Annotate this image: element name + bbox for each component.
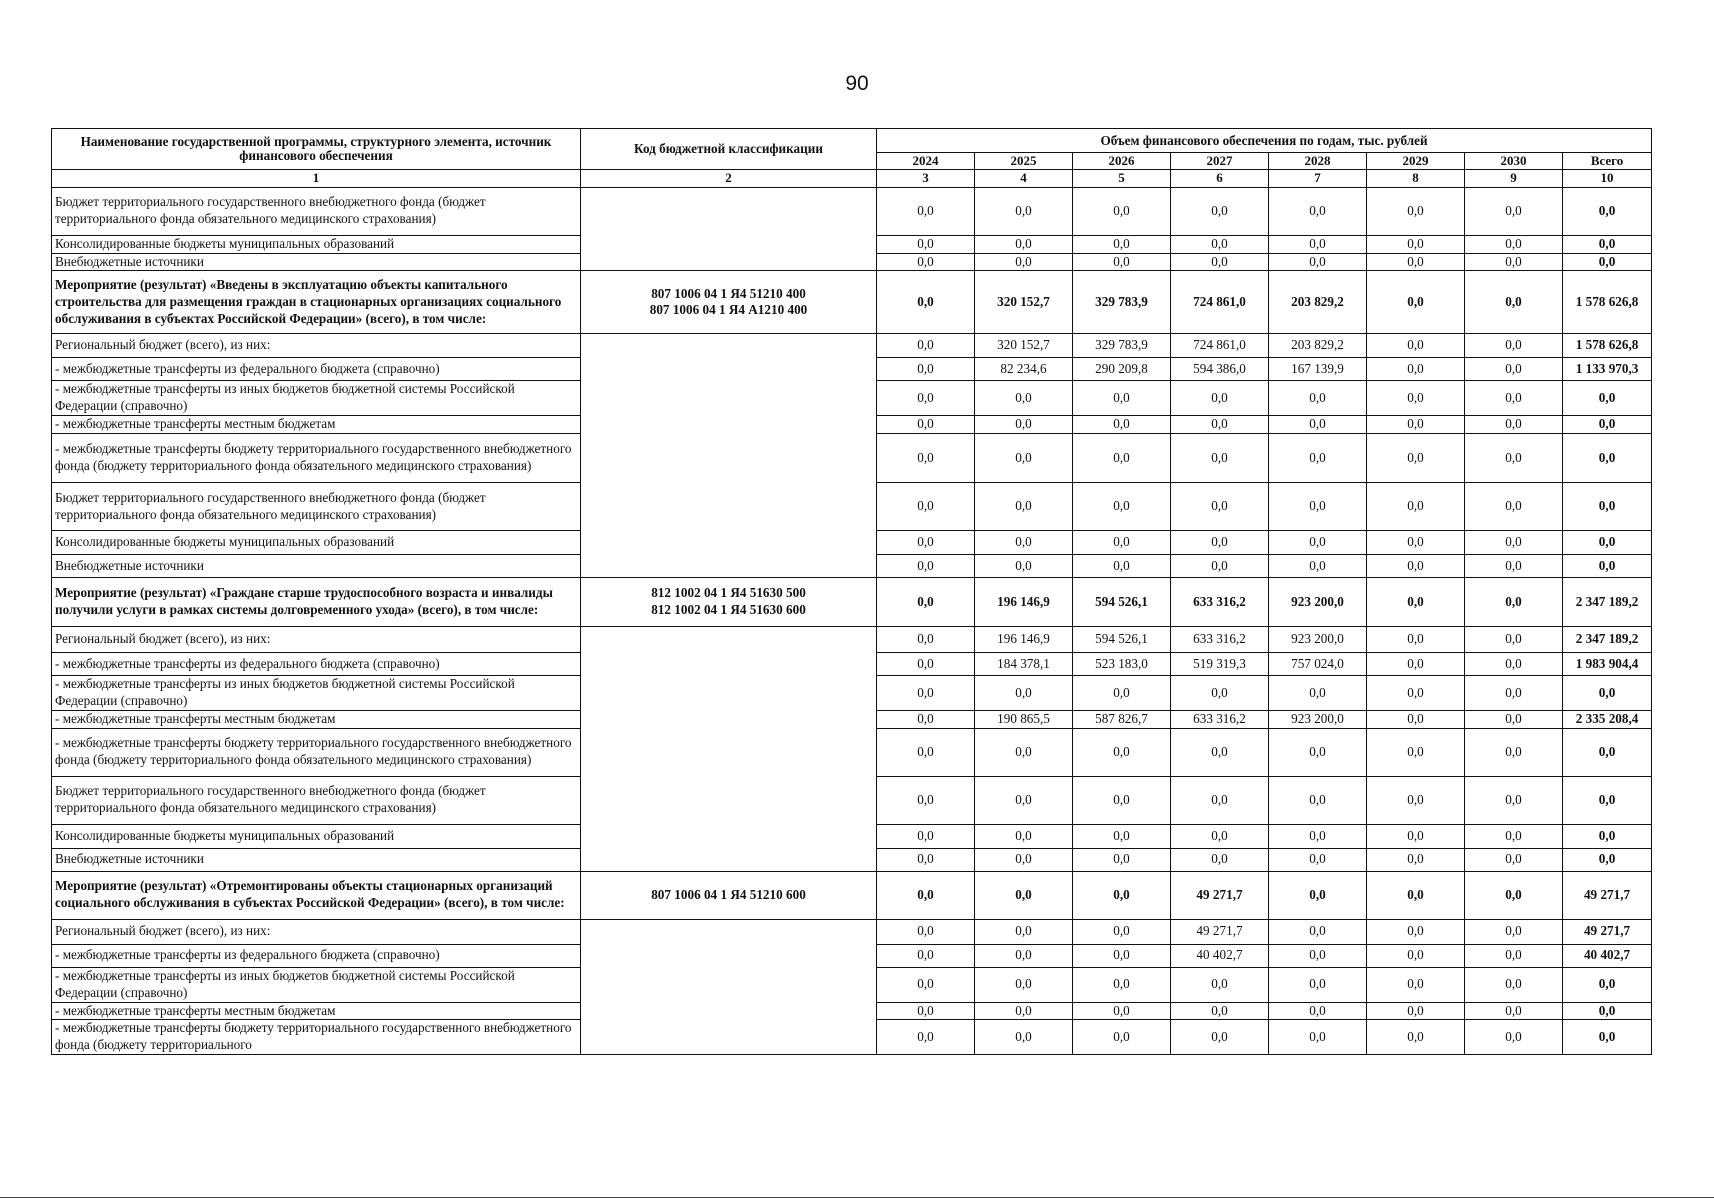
value-cell: 0,0 bbox=[1269, 944, 1367, 967]
value-cell: 0,0 bbox=[1269, 776, 1367, 824]
value-cell: 0,0 bbox=[1465, 358, 1563, 381]
value-cell: 0,0 bbox=[877, 416, 975, 434]
value-cell: 0,0 bbox=[1171, 1002, 1269, 1020]
row-name: Мероприятие (результат) «Отремонтированы объекты стационарных организаций социального обслуживания в субъектах Российской Федерации» (всего), в том числе: bbox=[52, 871, 581, 919]
budget-code: 812 1002 04 1 Я4 51630 500 812 1002 04 1 Я4 51630 600 bbox=[581, 578, 877, 627]
header-year: 2026 bbox=[1073, 153, 1171, 170]
total-cell: 0,0 bbox=[1563, 848, 1652, 871]
header-total: Всего bbox=[1563, 153, 1652, 170]
value-cell: 0,0 bbox=[1465, 824, 1563, 848]
value-cell: 0,0 bbox=[1269, 728, 1367, 776]
value-cell: 0,0 bbox=[1465, 434, 1563, 483]
value-cell: 0,0 bbox=[1269, 531, 1367, 555]
value-cell: 0,0 bbox=[975, 776, 1073, 824]
value-cell: 0,0 bbox=[1073, 555, 1171, 578]
value-cell: 0,0 bbox=[1269, 967, 1367, 1002]
value-cell: 0,0 bbox=[1269, 871, 1367, 919]
value-cell: 594 526,1 bbox=[1073, 578, 1171, 627]
value-cell: 190 865,5 bbox=[975, 710, 1073, 728]
value-cell: 0,0 bbox=[877, 483, 975, 531]
total-cell: 0,0 bbox=[1563, 531, 1652, 555]
total-cell: 0,0 bbox=[1563, 728, 1652, 776]
value-cell: 523 183,0 bbox=[1073, 653, 1171, 676]
total-cell: 0,0 bbox=[1563, 776, 1652, 824]
value-cell: 0,0 bbox=[877, 776, 975, 824]
total-cell: 0,0 bbox=[1563, 1020, 1652, 1055]
value-cell: 0,0 bbox=[1465, 653, 1563, 676]
budget-code bbox=[581, 627, 877, 872]
value-cell: 0,0 bbox=[975, 187, 1073, 235]
value-cell: 0,0 bbox=[975, 1020, 1073, 1055]
total-cell: 0,0 bbox=[1563, 434, 1652, 483]
header-year: 2024 bbox=[877, 153, 975, 170]
value-cell: 0,0 bbox=[1367, 531, 1465, 555]
total-cell: 2 335 208,4 bbox=[1563, 710, 1652, 728]
value-cell: 0,0 bbox=[1465, 871, 1563, 919]
value-cell: 0,0 bbox=[1465, 944, 1563, 967]
value-cell: 0,0 bbox=[1269, 253, 1367, 271]
row-name: Бюджет территориального государственного внебюджетного фонда (бюджет территориального фонда обязательного медицинского страхования) bbox=[52, 776, 581, 824]
row-name: Бюджет территориального государственного внебюджетного фонда (бюджет территориального фонда обязательного медицинского страхования) bbox=[52, 187, 581, 235]
value-cell: 0,0 bbox=[1367, 944, 1465, 967]
value-cell: 0,0 bbox=[975, 944, 1073, 967]
column-number: 10 bbox=[1563, 170, 1652, 188]
value-cell: 0,0 bbox=[1073, 1002, 1171, 1020]
value-cell: 0,0 bbox=[1367, 1020, 1465, 1055]
row-name: Консолидированные бюджеты муниципальных образований bbox=[52, 531, 581, 555]
header-year: 2030 bbox=[1465, 153, 1563, 170]
header-year: 2025 bbox=[975, 153, 1073, 170]
value-cell: 0,0 bbox=[975, 483, 1073, 531]
value-cell: 0,0 bbox=[975, 434, 1073, 483]
row-name: - межбюджетные трансферты бюджету территориального государственного внебюджетного фонда (бюджету территориального bbox=[52, 1020, 581, 1055]
value-cell: 0,0 bbox=[1367, 653, 1465, 676]
value-cell: 0,0 bbox=[1465, 416, 1563, 434]
value-cell: 0,0 bbox=[975, 824, 1073, 848]
value-cell: 0,0 bbox=[975, 555, 1073, 578]
activity-row bbox=[52, 578, 1652, 627]
value-cell: 0,0 bbox=[877, 919, 975, 944]
value-cell: 0,0 bbox=[877, 627, 975, 653]
value-cell: 0,0 bbox=[1465, 676, 1563, 711]
total-cell: 0,0 bbox=[1563, 381, 1652, 416]
value-cell: 0,0 bbox=[877, 676, 975, 711]
value-cell: 587 826,7 bbox=[1073, 710, 1171, 728]
activity-row bbox=[52, 271, 1652, 334]
total-cell: 0,0 bbox=[1563, 483, 1652, 531]
column-number: 5 bbox=[1073, 170, 1171, 188]
value-cell: 0,0 bbox=[1171, 235, 1269, 253]
value-cell: 0,0 bbox=[1367, 483, 1465, 531]
total-cell: 1 578 626,8 bbox=[1563, 271, 1652, 334]
row-name: - межбюджетные трансферты из федерального бюджета (справочно) bbox=[52, 653, 581, 676]
value-cell: 0,0 bbox=[1367, 253, 1465, 271]
value-cell: 0,0 bbox=[1171, 555, 1269, 578]
value-cell: 0,0 bbox=[1171, 824, 1269, 848]
row-name: Консолидированные бюджеты муниципальных образований bbox=[52, 824, 581, 848]
value-cell: 0,0 bbox=[1269, 1002, 1367, 1020]
value-cell: 0,0 bbox=[1367, 627, 1465, 653]
value-cell: 0,0 bbox=[1171, 434, 1269, 483]
value-cell: 0,0 bbox=[1073, 944, 1171, 967]
value-cell: 0,0 bbox=[975, 967, 1073, 1002]
value-cell: 0,0 bbox=[1073, 967, 1171, 1002]
value-cell: 0,0 bbox=[1269, 483, 1367, 531]
value-cell: 0,0 bbox=[877, 871, 975, 919]
value-cell: 0,0 bbox=[1367, 555, 1465, 578]
value-cell: 0,0 bbox=[1367, 578, 1465, 627]
value-cell: 0,0 bbox=[1073, 381, 1171, 416]
total-cell: 2 347 189,2 bbox=[1563, 578, 1652, 627]
value-cell: 0,0 bbox=[1171, 676, 1269, 711]
value-cell: 0,0 bbox=[877, 967, 975, 1002]
value-cell: 0,0 bbox=[975, 416, 1073, 434]
total-cell: 1 983 904,4 bbox=[1563, 653, 1652, 676]
value-cell: 0,0 bbox=[1465, 531, 1563, 555]
value-cell: 0,0 bbox=[877, 555, 975, 578]
value-cell: 0,0 bbox=[1269, 381, 1367, 416]
value-cell: 290 209,8 bbox=[1073, 358, 1171, 381]
row-name: - межбюджетные трансферты из иных бюджетов бюджетной системы Российской Федерации (справочно) bbox=[52, 381, 581, 416]
row-name: - межбюджетные трансферты местным бюджетам bbox=[52, 416, 581, 434]
value-cell: 320 152,7 bbox=[975, 334, 1073, 358]
value-cell: 0,0 bbox=[1073, 483, 1171, 531]
value-cell: 724 861,0 bbox=[1171, 334, 1269, 358]
value-cell: 167 139,9 bbox=[1269, 358, 1367, 381]
total-cell: 0,0 bbox=[1563, 416, 1652, 434]
row-name: Региональный бюджет (всего), из них: bbox=[52, 334, 581, 358]
total-cell: 0,0 bbox=[1563, 187, 1652, 235]
value-cell: 0,0 bbox=[877, 944, 975, 967]
value-cell: 203 829,2 bbox=[1269, 271, 1367, 334]
value-cell: 0,0 bbox=[877, 271, 975, 334]
value-cell: 0,0 bbox=[1269, 416, 1367, 434]
value-cell: 49 271,7 bbox=[1171, 919, 1269, 944]
value-cell: 0,0 bbox=[1269, 824, 1367, 848]
value-cell: 0,0 bbox=[1367, 334, 1465, 358]
row-name: - межбюджетные трансферты из федерального бюджета (справочно) bbox=[52, 944, 581, 967]
value-cell: 0,0 bbox=[1269, 434, 1367, 483]
budget-code bbox=[581, 187, 877, 271]
value-cell: 0,0 bbox=[1465, 483, 1563, 531]
value-cell: 0,0 bbox=[877, 358, 975, 381]
budget-code: 807 1006 04 1 Я4 51210 600 bbox=[581, 871, 877, 919]
total-cell: 0,0 bbox=[1563, 676, 1652, 711]
value-cell: 0,0 bbox=[1465, 967, 1563, 1002]
budget-code bbox=[581, 919, 877, 1054]
value-cell: 0,0 bbox=[1465, 776, 1563, 824]
value-cell: 0,0 bbox=[1465, 919, 1563, 944]
value-cell: 0,0 bbox=[1465, 381, 1563, 416]
total-cell: 2 347 189,2 bbox=[1563, 627, 1652, 653]
value-cell: 0,0 bbox=[1465, 1020, 1563, 1055]
value-cell: 0,0 bbox=[1171, 1020, 1269, 1055]
row-name: - межбюджетные трансферты из иных бюджетов бюджетной системы Российской Федерации (справочно) bbox=[52, 967, 581, 1002]
row-name: Региональный бюджет (всего), из них: bbox=[52, 919, 581, 944]
header-code-column: Код бюджетной классификации bbox=[581, 129, 877, 170]
value-cell: 0,0 bbox=[1367, 824, 1465, 848]
value-cell: 923 200,0 bbox=[1269, 710, 1367, 728]
value-cell: 0,0 bbox=[1171, 776, 1269, 824]
budget-code bbox=[581, 334, 877, 578]
value-cell: 0,0 bbox=[877, 381, 975, 416]
value-cell: 0,0 bbox=[1465, 627, 1563, 653]
value-cell: 0,0 bbox=[975, 531, 1073, 555]
value-cell: 0,0 bbox=[1073, 253, 1171, 271]
value-cell: 0,0 bbox=[1465, 235, 1563, 253]
column-number: 6 bbox=[1171, 170, 1269, 188]
row-name: Региональный бюджет (всего), из них: bbox=[52, 627, 581, 653]
value-cell: 0,0 bbox=[1073, 187, 1171, 235]
value-cell: 0,0 bbox=[1367, 235, 1465, 253]
column-number: 2 bbox=[581, 170, 877, 188]
value-cell: 633 316,2 bbox=[1171, 710, 1269, 728]
value-cell: 0,0 bbox=[877, 1020, 975, 1055]
total-cell: 0,0 bbox=[1563, 1002, 1652, 1020]
value-cell: 633 316,2 bbox=[1171, 578, 1269, 627]
value-cell: 0,0 bbox=[877, 253, 975, 271]
value-cell: 0,0 bbox=[1367, 710, 1465, 728]
row-name: - межбюджетные трансферты бюджету территориального государственного внебюджетного фонда (бюджету территориального фонда обязательного медицинского страхования) bbox=[52, 434, 581, 483]
value-cell: 0,0 bbox=[877, 1002, 975, 1020]
table-row bbox=[52, 627, 1652, 653]
value-cell: 0,0 bbox=[1465, 848, 1563, 871]
table-body bbox=[52, 187, 1652, 1055]
value-cell: 757 024,0 bbox=[1269, 653, 1367, 676]
value-cell: 0,0 bbox=[1367, 871, 1465, 919]
value-cell: 0,0 bbox=[877, 824, 975, 848]
budget-code: 807 1006 04 1 Я4 51210 400 807 1006 04 1 Я4 А1210 400 bbox=[581, 271, 877, 334]
activity-row bbox=[52, 871, 1652, 919]
value-cell: 0,0 bbox=[975, 1002, 1073, 1020]
value-cell: 0,0 bbox=[975, 871, 1073, 919]
value-cell: 0,0 bbox=[1367, 967, 1465, 1002]
value-cell: 519 319,3 bbox=[1171, 653, 1269, 676]
total-cell: 49 271,7 bbox=[1563, 871, 1652, 919]
value-cell: 0,0 bbox=[975, 253, 1073, 271]
value-cell: 0,0 bbox=[1367, 434, 1465, 483]
value-cell: 0,0 bbox=[1269, 1020, 1367, 1055]
value-cell: 0,0 bbox=[1073, 824, 1171, 848]
value-cell: 0,0 bbox=[1367, 676, 1465, 711]
value-cell: 0,0 bbox=[1269, 187, 1367, 235]
value-cell: 0,0 bbox=[1171, 848, 1269, 871]
value-cell: 0,0 bbox=[1367, 728, 1465, 776]
value-cell: 0,0 bbox=[1073, 871, 1171, 919]
value-cell: 0,0 bbox=[1073, 728, 1171, 776]
total-cell: 49 271,7 bbox=[1563, 919, 1652, 944]
value-cell: 0,0 bbox=[1171, 967, 1269, 1002]
row-name: Консолидированные бюджеты муниципальных образований bbox=[52, 235, 581, 253]
footer-divider bbox=[0, 1197, 1714, 1198]
column-number: 7 bbox=[1269, 170, 1367, 188]
value-cell: 0,0 bbox=[877, 235, 975, 253]
total-cell: 0,0 bbox=[1563, 555, 1652, 578]
value-cell: 0,0 bbox=[1073, 531, 1171, 555]
value-cell: 0,0 bbox=[877, 434, 975, 483]
value-cell: 0,0 bbox=[877, 334, 975, 358]
row-name: - межбюджетные трансферты из федерального бюджета (справочно) bbox=[52, 358, 581, 381]
value-cell: 0,0 bbox=[877, 710, 975, 728]
total-cell: 0,0 bbox=[1563, 235, 1652, 253]
value-cell: 0,0 bbox=[1073, 434, 1171, 483]
value-cell: 0,0 bbox=[877, 531, 975, 555]
value-cell: 0,0 bbox=[1171, 483, 1269, 531]
value-cell: 0,0 bbox=[1269, 555, 1367, 578]
value-cell: 0,0 bbox=[975, 848, 1073, 871]
value-cell: 0,0 bbox=[1171, 253, 1269, 271]
value-cell: 329 783,9 bbox=[1073, 271, 1171, 334]
value-cell: 196 146,9 bbox=[975, 627, 1073, 653]
value-cell: 923 200,0 bbox=[1269, 627, 1367, 653]
row-name: - межбюджетные трансферты местным бюджетам bbox=[52, 1002, 581, 1020]
value-cell: 0,0 bbox=[877, 848, 975, 871]
total-cell: 0,0 bbox=[1563, 967, 1652, 1002]
value-cell: 0,0 bbox=[1073, 416, 1171, 434]
value-cell: 0,0 bbox=[1367, 381, 1465, 416]
value-cell: 0,0 bbox=[1465, 1002, 1563, 1020]
value-cell: 329 783,9 bbox=[1073, 334, 1171, 358]
header-year: 2027 bbox=[1171, 153, 1269, 170]
value-cell: 0,0 bbox=[1465, 728, 1563, 776]
total-cell: 1 578 626,8 bbox=[1563, 334, 1652, 358]
value-cell: 0,0 bbox=[1171, 531, 1269, 555]
budget-table bbox=[51, 128, 1652, 1055]
value-cell: 724 861,0 bbox=[1171, 271, 1269, 334]
value-cell: 0,0 bbox=[1367, 1002, 1465, 1020]
value-cell: 196 146,9 bbox=[975, 578, 1073, 627]
value-cell: 0,0 bbox=[1171, 187, 1269, 235]
value-cell: 0,0 bbox=[877, 728, 975, 776]
value-cell: 0,0 bbox=[1465, 334, 1563, 358]
value-cell: 0,0 bbox=[1269, 848, 1367, 871]
value-cell: 0,0 bbox=[877, 653, 975, 676]
column-number: 4 bbox=[975, 170, 1073, 188]
value-cell: 0,0 bbox=[1367, 187, 1465, 235]
total-cell: 40 402,7 bbox=[1563, 944, 1652, 967]
value-cell: 0,0 bbox=[1073, 776, 1171, 824]
column-number: 9 bbox=[1465, 170, 1563, 188]
value-cell: 320 152,7 bbox=[975, 271, 1073, 334]
value-cell: 0,0 bbox=[1465, 271, 1563, 334]
value-cell: 0,0 bbox=[1171, 381, 1269, 416]
value-cell: 0,0 bbox=[1269, 676, 1367, 711]
value-cell: 40 402,7 bbox=[1171, 944, 1269, 967]
value-cell: 0,0 bbox=[1367, 919, 1465, 944]
row-name: Бюджет территориального государственного внебюджетного фонда (бюджет территориального фонда обязательного медицинского страхования) bbox=[52, 483, 581, 531]
value-cell: 0,0 bbox=[1171, 728, 1269, 776]
value-cell: 0,0 bbox=[1367, 776, 1465, 824]
value-cell: 49 271,7 bbox=[1171, 871, 1269, 919]
value-cell: 594 386,0 bbox=[1171, 358, 1269, 381]
value-cell: 0,0 bbox=[1269, 919, 1367, 944]
header-year: 2028 bbox=[1269, 153, 1367, 170]
value-cell: 0,0 bbox=[877, 187, 975, 235]
value-cell: 0,0 bbox=[1073, 235, 1171, 253]
table-row bbox=[52, 187, 1652, 235]
value-cell: 0,0 bbox=[1465, 253, 1563, 271]
column-number: 3 bbox=[877, 170, 975, 188]
value-cell: 0,0 bbox=[1465, 187, 1563, 235]
value-cell: 203 829,2 bbox=[1269, 334, 1367, 358]
table-row bbox=[52, 334, 1652, 358]
page-number: 90 bbox=[845, 72, 869, 95]
value-cell: 0,0 bbox=[1465, 555, 1563, 578]
value-cell: 184 378,1 bbox=[975, 653, 1073, 676]
value-cell: 0,0 bbox=[1367, 358, 1465, 381]
value-cell: 0,0 bbox=[1367, 271, 1465, 334]
value-cell: 0,0 bbox=[1073, 676, 1171, 711]
value-cell: 0,0 bbox=[1073, 919, 1171, 944]
header-name-column: Наименование государственной программы, структурного элемента, источник финансового обеспечения bbox=[52, 129, 581, 170]
total-cell: 0,0 bbox=[1563, 824, 1652, 848]
value-cell: 0,0 bbox=[975, 676, 1073, 711]
table-row bbox=[52, 919, 1652, 944]
value-cell: 0,0 bbox=[1073, 848, 1171, 871]
header-year: 2029 bbox=[1367, 153, 1465, 170]
value-cell: 0,0 bbox=[1073, 1020, 1171, 1055]
row-name: - межбюджетные трансферты из иных бюджетов бюджетной системы Российской Федерации (справочно) bbox=[52, 676, 581, 711]
column-number: 1 bbox=[52, 170, 581, 188]
value-cell: 0,0 bbox=[975, 381, 1073, 416]
value-cell: 633 316,2 bbox=[1171, 627, 1269, 653]
value-cell: 0,0 bbox=[1269, 235, 1367, 253]
value-cell: 0,0 bbox=[1367, 848, 1465, 871]
value-cell: 0,0 bbox=[975, 919, 1073, 944]
value-cell: 0,0 bbox=[975, 235, 1073, 253]
value-cell: 82 234,6 bbox=[975, 358, 1073, 381]
row-name: Внебюджетные источники bbox=[52, 848, 581, 871]
row-name: Внебюджетные источники bbox=[52, 253, 581, 271]
value-cell: 0,0 bbox=[1171, 416, 1269, 434]
row-name: Внебюджетные источники bbox=[52, 555, 581, 578]
value-cell: 0,0 bbox=[1465, 710, 1563, 728]
row-name: - межбюджетные трансферты бюджету территориального государственного внебюджетного фонда (бюджету территориального фонда обязательного медицинского страхования) bbox=[52, 728, 581, 776]
value-cell: 0,0 bbox=[975, 728, 1073, 776]
column-number: 8 bbox=[1367, 170, 1465, 188]
row-name: - межбюджетные трансферты местным бюджетам bbox=[52, 710, 581, 728]
value-cell: 923 200,0 bbox=[1269, 578, 1367, 627]
header-volume-column: Объем финансового обеспечения по годам, тыс. рублей bbox=[877, 129, 1652, 153]
value-cell: 0,0 bbox=[1367, 416, 1465, 434]
row-name: Мероприятие (результат) «Граждане старше трудоспособного возраста и инвалиды получили услуги в рамках системы долговременного ухода» (всего), в том числе: bbox=[52, 578, 581, 627]
value-cell: 594 526,1 bbox=[1073, 627, 1171, 653]
row-name: Мероприятие (результат) «Введены в эксплуатацию объекты капитального строительства для размещения граждан в стационарных организациях социального обслуживания в субъектах Российской Федерации» (всего), в том числе: bbox=[52, 271, 581, 334]
value-cell: 0,0 bbox=[1465, 578, 1563, 627]
total-cell: 1 133 970,3 bbox=[1563, 358, 1652, 381]
total-cell: 0,0 bbox=[1563, 253, 1652, 271]
value-cell: 0,0 bbox=[877, 578, 975, 627]
